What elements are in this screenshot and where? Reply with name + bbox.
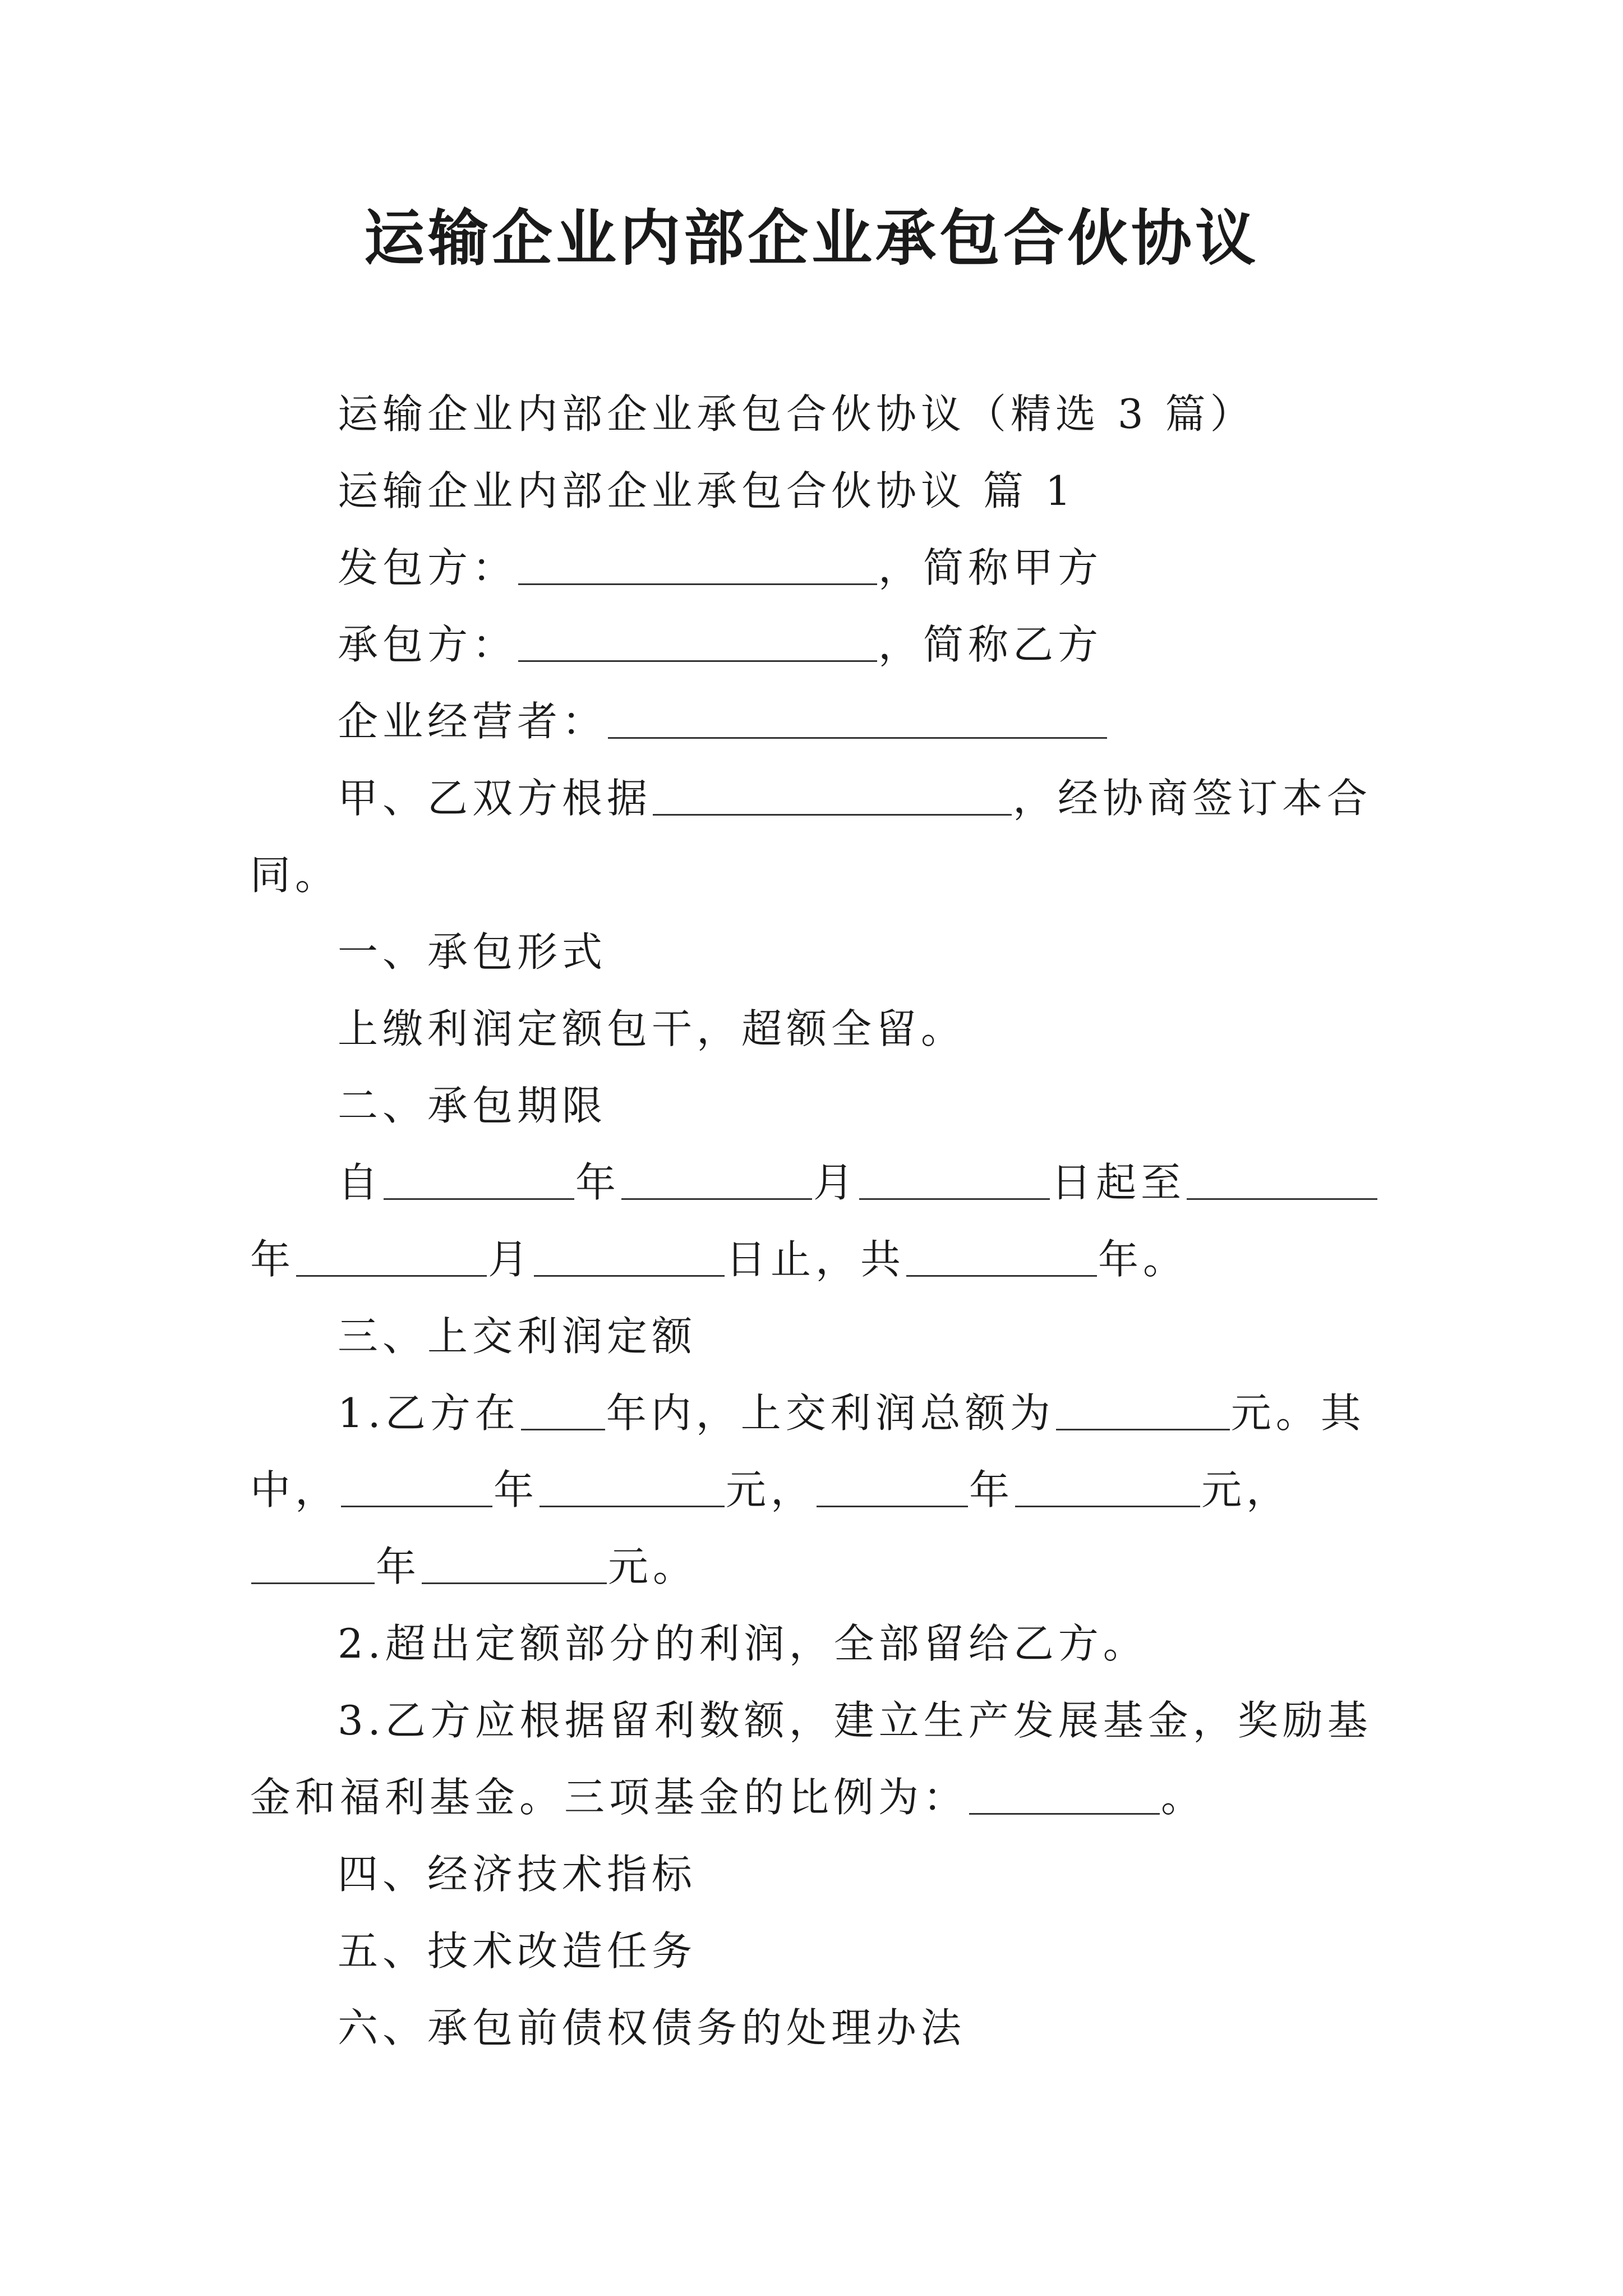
- operator-blank: [608, 697, 1107, 739]
- item-3: [250, 1682, 1383, 1836]
- item1-total-blank: [1056, 1388, 1230, 1430]
- term-year-blank: [384, 1158, 574, 1200]
- heading-1: 一、承包形式: [338, 928, 607, 976]
- term-day2-blank: [534, 1235, 725, 1277]
- term-day-blank: [859, 1158, 1050, 1200]
- term-month2-blank: [296, 1235, 487, 1277]
- party-b-line: [250, 606, 1383, 683]
- item1-year: 年: [494, 1466, 539, 1513]
- item-2: 2.超出定额部分的利润，全部留给乙方。: [338, 1620, 1148, 1667]
- term-end: 年。: [1098, 1236, 1188, 1283]
- item3-b: 。: [1161, 1774, 1206, 1821]
- intro-prefix: 甲、乙双方根据: [338, 775, 652, 822]
- heading-6: 六、承包前债权债务的处理办法: [338, 2004, 966, 2051]
- heading-4: 四、经济技术指标: [338, 1851, 697, 1898]
- party-a-line: [250, 530, 1383, 606]
- term-day-from: 日起至: [1051, 1159, 1186, 1206]
- term-month2: 月: [488, 1236, 533, 1283]
- document-title: 运输企业内部企业承包合伙协议: [363, 203, 1259, 274]
- term-paragraph: [250, 1144, 1383, 1298]
- item1-y1-blank: [341, 1465, 492, 1507]
- term-day-to: 日止，共: [726, 1236, 906, 1283]
- item-1: [250, 1375, 1383, 1605]
- party-b-suffix: ，简称乙方: [878, 621, 1103, 668]
- item1-v2-blank: [1015, 1465, 1200, 1507]
- section-title: 运输企业内部企业承包合伙协议 篇 1: [338, 467, 1076, 514]
- subtitle-line: 运输企业内部企业承包合伙协议（精选 3 篇）: [338, 390, 1255, 438]
- term-month-blank: [621, 1158, 812, 1200]
- operator-label: 企业经营者：: [338, 698, 607, 745]
- item1-yuan: 元，: [726, 1466, 816, 1513]
- item1-v3-blank: [422, 1542, 607, 1584]
- item1-yuan2: 元，: [1201, 1466, 1292, 1513]
- term-year2-blank: [1187, 1158, 1377, 1200]
- party-a-label: 发包方：: [338, 544, 518, 591]
- item1-year2: 年: [969, 1466, 1015, 1513]
- term-year: 年: [575, 1159, 621, 1206]
- heading-5: 五、技术改造任务: [338, 1927, 697, 1975]
- item1-year3: 年: [376, 1543, 421, 1590]
- item1-y2-blank: [817, 1465, 968, 1507]
- party-a-suffix: ，简称甲方: [878, 544, 1103, 591]
- item1-y3-blank: [251, 1542, 375, 1584]
- item1-b: 年内，上交利润总额为: [606, 1389, 1055, 1437]
- document-body: [250, 376, 1383, 2067]
- operator-line: [250, 683, 1383, 760]
- heading-2: 二、承包期限: [338, 1082, 607, 1129]
- term-year2: 年: [250, 1236, 296, 1283]
- item1-v1-blank: [540, 1465, 725, 1507]
- party-b-blank: [518, 620, 877, 662]
- item1-c: 元。其中，: [250, 1389, 1366, 1513]
- item1-a: 1.乙方在: [338, 1389, 520, 1437]
- heading-3: 三、上交利润定额: [338, 1313, 697, 1360]
- party-b-label: 承包方：: [338, 621, 518, 668]
- term-from: 自: [338, 1159, 383, 1206]
- term-total-blank: [906, 1235, 1097, 1277]
- intro-paragraph: [250, 760, 1383, 914]
- item1-years-blank: [521, 1388, 605, 1430]
- item3-a: 3.乙方应根据留利数额，建立生产发展基金，奖励基金和福利基金。三项基金的比例为：: [250, 1697, 1372, 1821]
- heading-1-text: 上缴利润定额包干，超额全留。: [338, 1005, 966, 1052]
- item1-yuan3: 元。: [608, 1543, 698, 1590]
- intro-blank: [653, 774, 1012, 816]
- term-month: 月: [813, 1159, 859, 1206]
- party-a-blank: [518, 543, 877, 585]
- intro-suffix: ，经协商签订本合同。: [250, 775, 1372, 899]
- item3-ratio-blank: [969, 1773, 1160, 1815]
